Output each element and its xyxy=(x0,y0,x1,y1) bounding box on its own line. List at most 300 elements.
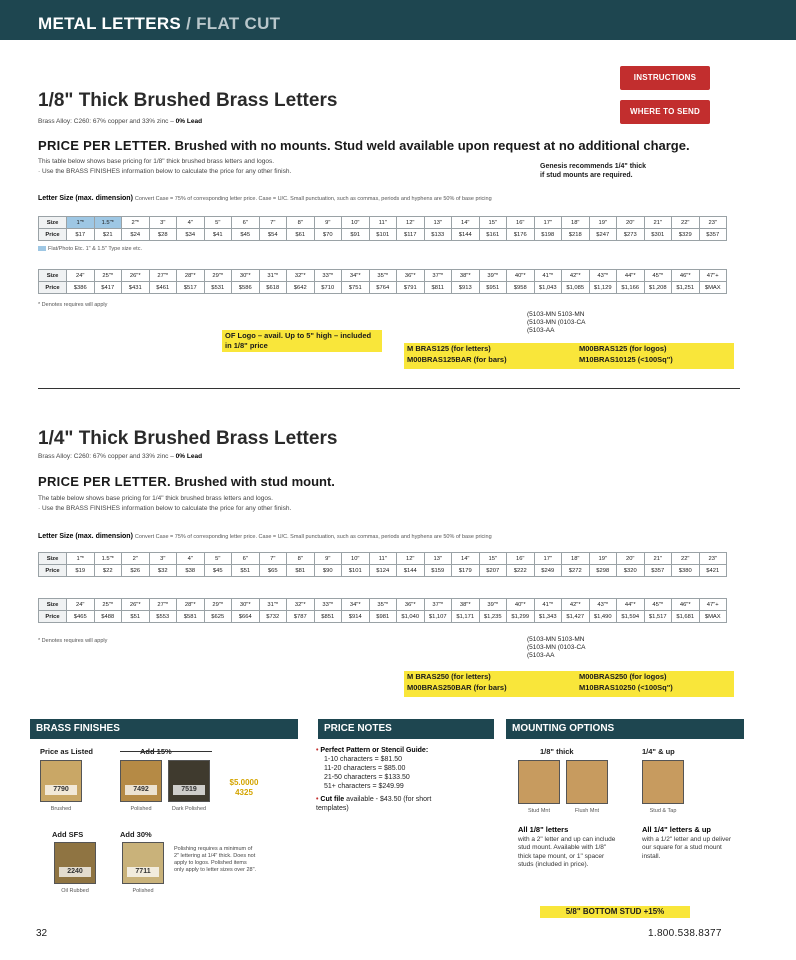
price-cell: $21 xyxy=(94,229,122,241)
section2-size-label xyxy=(38,533,492,540)
size-cell: 19" xyxy=(589,553,617,565)
size-cell: 9" xyxy=(314,553,342,565)
size-cell: 24" xyxy=(67,599,95,611)
table-row xyxy=(39,270,727,282)
size-cell: 14" xyxy=(452,553,480,565)
price-cell: $MAX xyxy=(699,611,727,623)
price-cell: $1,040 xyxy=(397,611,425,623)
finish-side-price-2: 4325 xyxy=(235,788,253,797)
price-cell: $54 xyxy=(259,229,287,241)
price-cell: $90 xyxy=(314,565,342,577)
table-row xyxy=(39,282,727,294)
price-cell: $26 xyxy=(122,565,150,577)
finish-bracket-line xyxy=(120,751,212,752)
size-cell: 5" xyxy=(204,217,232,229)
size-cell: 6" xyxy=(232,553,260,565)
price-cell: $914 xyxy=(342,611,370,623)
size-cell: 27"* xyxy=(149,599,177,611)
size-cell: 11" xyxy=(369,217,397,229)
size-cell: 29"* xyxy=(204,270,232,282)
price-cell: $1,129 xyxy=(589,282,617,294)
size-cell: 3" xyxy=(149,553,177,565)
table-row xyxy=(39,217,727,229)
price-cell: $751 xyxy=(342,282,370,294)
size-cell: 7" xyxy=(259,217,287,229)
size-cell: Size xyxy=(39,553,67,565)
price-cell: $32 xyxy=(149,565,177,577)
size-cell: 2"* xyxy=(122,217,150,229)
price-cell: $417 xyxy=(94,282,122,294)
size-cell: Size xyxy=(39,217,67,229)
size-cell: Size xyxy=(39,270,67,282)
price-cell: $791 xyxy=(397,282,425,294)
section1-codes xyxy=(527,311,586,335)
size-cell: 34"* xyxy=(342,599,370,611)
price-cell: $176 xyxy=(507,229,535,241)
section2-code-3: (5103-AA xyxy=(527,652,555,659)
section1-title: 1/8" Thick Brushed Brass Letters xyxy=(38,90,338,111)
size-cell: 17" xyxy=(534,553,562,565)
price-cell: $1,043 xyxy=(534,282,562,294)
price-cell: $421 xyxy=(699,565,727,577)
section2-footnote: * Denotes requires will apply xyxy=(38,638,108,644)
bottom-stud-note: 5/8" BOTTOM STUD +15% xyxy=(540,906,690,918)
price-cell: $1,343 xyxy=(534,611,562,623)
size-cell: 25"* xyxy=(94,599,122,611)
mount-left-body: with a 2" letter and up can include stud mount. Available with 1/8" thick tape mount, or 1" spacer studs (included in price). xyxy=(518,835,616,868)
price-cell: $329 xyxy=(672,229,700,241)
price-cell: $1,490 xyxy=(589,611,617,623)
price-cell: $958 xyxy=(507,282,535,294)
size-cell: 4" xyxy=(177,553,205,565)
mount-left-title: All 1/8" letters xyxy=(518,825,569,834)
price-cell: $19 xyxy=(67,565,95,577)
price-cell: $24 xyxy=(122,229,150,241)
size-cell: 33"* xyxy=(314,599,342,611)
finish-swatch-3[interactable] xyxy=(168,760,210,802)
price-cell: $1,681 xyxy=(672,611,700,623)
size-cell: 4" xyxy=(177,217,205,229)
price-cell: $1,594 xyxy=(617,611,645,623)
finish-side-price xyxy=(220,778,268,798)
price-cell: $625 xyxy=(204,611,232,623)
size-cell: 5" xyxy=(204,553,232,565)
size-cell: 40"* xyxy=(507,599,535,611)
section1-genesis-note xyxy=(540,162,646,180)
section2-title: 1/4" Thick Brushed Brass Letters xyxy=(38,428,338,449)
size-cell: 41"* xyxy=(534,599,562,611)
price-cell: $179 xyxy=(452,565,480,577)
section2-alloy xyxy=(38,453,202,460)
size-cell: 22" xyxy=(672,553,700,565)
size-cell: 43"* xyxy=(589,599,617,611)
size-cell: 32"* xyxy=(287,270,315,282)
section1-note2: · Use the BRASS FINISHES information below to calculate the price for any other finish. xyxy=(38,168,292,175)
instructions-button[interactable]: INSTRUCTIONS xyxy=(620,66,710,90)
price-cell: $222 xyxy=(507,565,535,577)
price-notes xyxy=(316,746,486,813)
section1-genesis-line2: if stud mounts are required. xyxy=(540,172,633,179)
section2-sku-right2: M10BRAS10250 (<100Sq") xyxy=(579,683,673,692)
price-cell: $1,299 xyxy=(507,611,535,623)
size-cell: 47"+ xyxy=(699,599,727,611)
section-divider xyxy=(38,388,740,389)
section1-sku-right2: M10BRAS10125 (<100Sq") xyxy=(579,355,673,364)
price-cell: $465 xyxy=(67,611,95,623)
finish-swatch-1-number: 7790 xyxy=(45,785,77,795)
size-cell: 36"* xyxy=(397,270,425,282)
price-cell: $45 xyxy=(204,565,232,577)
size-cell: 13" xyxy=(424,217,452,229)
price-cell: $249 xyxy=(534,565,562,577)
where-to-send-button[interactable]: WHERE TO SEND xyxy=(620,100,710,124)
size-cell: 1.5"* xyxy=(94,553,122,565)
size-cell: 19" xyxy=(589,217,617,229)
section1-alloy-prefix: Brass Alloy: C260: 67% copper and 33% zinc – xyxy=(38,118,176,125)
highlight-swatch xyxy=(38,246,46,251)
price-cell: $1,251 xyxy=(672,282,700,294)
page-header-title xyxy=(38,14,280,34)
size-cell: 18" xyxy=(562,553,590,565)
price-cell: $357 xyxy=(699,229,727,241)
finish-swatch-4[interactable] xyxy=(54,842,96,884)
size-cell: 27"* xyxy=(149,270,177,282)
section2-code-2: (5103-MN (0103-CA xyxy=(527,644,586,651)
section1-note1: This table below shows base pricing for 1/8" thick brushed brass letters and logos. xyxy=(38,158,275,165)
price-cell: $34 xyxy=(177,229,205,241)
price-note-item2-title: Cut file xyxy=(320,796,345,803)
section1-genesis-line1: Genesis recommends 1/4" thick xyxy=(540,163,647,170)
price-cell: $1,166 xyxy=(617,282,645,294)
size-cell: 42"* xyxy=(562,599,590,611)
size-cell: 11" xyxy=(369,553,397,565)
finish-swatch-2-caption: Polished xyxy=(130,806,152,812)
price-cell: $65 xyxy=(259,565,287,577)
price-cell: $1,427 xyxy=(562,611,590,623)
finish-swatch-2-number: 7492 xyxy=(125,785,157,795)
size-cell: 29"* xyxy=(204,599,232,611)
section1-alloy-lead: 0% Lead xyxy=(175,118,203,125)
mount-right-text xyxy=(642,826,737,861)
section1-logo-note: OF Logo – avail. Up to 5" high – included in 1/8" price xyxy=(222,330,382,352)
size-cell: 30"* xyxy=(232,270,260,282)
price-cell: $764 xyxy=(369,282,397,294)
mount-head-left: 1/8" thick xyxy=(540,747,574,756)
section2-sku-left2: M00BRAS250BAR (for bars) xyxy=(407,683,507,692)
section1-code-3: (5103-AA xyxy=(527,327,555,334)
size-cell: 21" xyxy=(644,553,672,565)
price-cell: $41 xyxy=(204,229,232,241)
size-cell: 12" xyxy=(397,553,425,565)
price-cell: $1,085 xyxy=(562,282,590,294)
size-cell: 14" xyxy=(452,217,480,229)
price-cell: $1,517 xyxy=(644,611,672,623)
size-cell: 15" xyxy=(479,217,507,229)
table-row xyxy=(39,553,727,565)
size-cell: 40"* xyxy=(507,270,535,282)
table-row xyxy=(39,229,727,241)
section2-price-text: Brushed with stud mount. xyxy=(174,474,335,489)
section1-footnote: * Denotes requires will apply xyxy=(38,302,108,308)
price-cell: $61 xyxy=(287,229,315,241)
mount-caption-1: Stud Mnt xyxy=(527,808,550,814)
section2-price-table-1 xyxy=(38,552,727,577)
price-note-line-1: 1-10 characters = $81.50 xyxy=(324,756,403,763)
size-cell: 23" xyxy=(699,217,727,229)
size-cell: 1"* xyxy=(67,217,95,229)
price-cell: $586 xyxy=(232,282,260,294)
header-title-sub: / FLAT CUT xyxy=(181,14,281,33)
mount-right-body: with a 1/2" letter and up deliver our square for a stud mount install. xyxy=(642,835,732,860)
price-cell: $320 xyxy=(617,565,645,577)
size-cell: 12" xyxy=(397,217,425,229)
section2-alloy-lead: 0% Lead xyxy=(175,453,203,460)
section1-tiny-note xyxy=(38,246,142,252)
price-cell: $431 xyxy=(122,282,150,294)
finish-swatch-2[interactable] xyxy=(120,760,162,802)
price-cell: $70 xyxy=(314,229,342,241)
section1-price-table-2 xyxy=(38,269,727,294)
finish-swatch-1[interactable] xyxy=(40,760,82,802)
price-cell: Price xyxy=(39,565,67,577)
finish-side-price-1: $5.0000 xyxy=(229,778,259,787)
size-cell: 46"* xyxy=(672,270,700,282)
size-cell: 17" xyxy=(534,217,562,229)
flush-mount-image xyxy=(566,760,608,804)
section2-price-label: PRICE PER LETTER. xyxy=(38,474,171,489)
size-cell: 31"* xyxy=(259,599,287,611)
price-cell: $1,208 xyxy=(644,282,672,294)
mount-head-right: 1/4" & up xyxy=(642,747,675,756)
section2-note2: · Use the BRASS FINISHES information below to calculate the price for any other finish. xyxy=(38,505,292,512)
price-cell: $553 xyxy=(149,611,177,623)
finish-note: Polishing requires a minimum of 2" lettering at 1/4" thick. Does not apply to logos. Polished items only apply to letter sizes over 28". xyxy=(174,846,257,873)
size-cell: 20" xyxy=(617,217,645,229)
size-cell: Size xyxy=(39,599,67,611)
finish-swatch-3-caption: Dark Polished xyxy=(171,806,207,812)
price-cell: $298 xyxy=(589,565,617,577)
table-row xyxy=(39,565,727,577)
size-cell: 42"* xyxy=(562,270,590,282)
size-cell: 37"* xyxy=(424,270,452,282)
size-cell: 1.5"* xyxy=(94,217,122,229)
section2-price-table-2 xyxy=(38,598,727,623)
size-cell: 2" xyxy=(122,553,150,565)
size-cell: 30"* xyxy=(232,599,260,611)
price-cell: $144 xyxy=(452,229,480,241)
price-note-item2: • Cut file available - $43.50 (for short templates) xyxy=(316,796,432,812)
size-cell: 21" xyxy=(644,217,672,229)
section1-code-1: (5103-MN 5103-MN xyxy=(527,311,585,318)
finish-swatch-3-number: 7519 xyxy=(173,785,205,795)
price-note-item2-text: available - $43.50 (for short templates) xyxy=(316,796,432,812)
section2-code-1: (5103-MN 5103-MN xyxy=(527,636,585,643)
stud-tap-image xyxy=(642,760,684,804)
finish-swatch-1-caption: Brushed xyxy=(50,806,72,812)
price-cell: $1,171 xyxy=(452,611,480,623)
price-cell: $1,235 xyxy=(479,611,507,623)
size-cell: 18" xyxy=(562,217,590,229)
price-cell: $17 xyxy=(67,229,95,241)
size-cell: 20" xyxy=(617,553,645,565)
price-cell: $133 xyxy=(424,229,452,241)
section1-sku-right1: M00BRAS125 (for logos) xyxy=(579,344,667,353)
price-cell: $357 xyxy=(644,565,672,577)
size-cell: 24" xyxy=(67,270,95,282)
section1-price-table-1 xyxy=(38,216,727,241)
size-cell: 8" xyxy=(287,553,315,565)
size-cell: 37"* xyxy=(424,599,452,611)
price-cell: $124 xyxy=(369,565,397,577)
price-cell: $28 xyxy=(149,229,177,241)
section2-sku-box xyxy=(404,671,734,697)
price-cell: $531 xyxy=(204,282,232,294)
price-cell: $22 xyxy=(94,565,122,577)
finish-swatch-5-caption: Polished xyxy=(132,888,154,894)
price-cell: $732 xyxy=(259,611,287,623)
price-cell: $380 xyxy=(672,565,700,577)
price-cell: $517 xyxy=(177,282,205,294)
price-note-item1: • Perfect Pattern or Stencil Guide: xyxy=(316,747,429,754)
price-cell: $488 xyxy=(94,611,122,623)
section1-tiny-note-text: Flat/Photo Etc. 1" & 1.5" Type size etc. xyxy=(48,246,142,252)
phone-number: 1.800.538.8377 xyxy=(648,928,722,939)
price-cell: $851 xyxy=(314,611,342,623)
finish-add-sfs: Add SFS xyxy=(52,830,84,839)
price-cell: $218 xyxy=(562,229,590,241)
finish-swatch-5[interactable] xyxy=(122,842,164,884)
size-cell: 31"* xyxy=(259,270,287,282)
price-cell: $38 xyxy=(177,565,205,577)
size-cell: 39"* xyxy=(479,599,507,611)
price-cell: $301 xyxy=(644,229,672,241)
size-cell: 28"* xyxy=(177,270,205,282)
section2-note1: The table below shows base pricing for 1/4" thick brushed brass letters and logos. xyxy=(38,495,273,502)
section2-size-note: Convert Case = 75% of corresponding letter price. Case = U/C. Small punctuation, such as commas, periods and hyphens are 50% of base pricing xyxy=(134,534,492,540)
mount-caption-3: Stud & Tap xyxy=(649,808,677,814)
section1-size-label xyxy=(38,195,492,202)
table-row xyxy=(39,611,727,623)
size-cell: 3" xyxy=(149,217,177,229)
price-cell: $91 xyxy=(342,229,370,241)
section2-sku-left1: M BRAS250 (for letters) xyxy=(407,672,491,681)
finish-swatch-5-number: 7711 xyxy=(127,867,159,877)
price-cell: Price xyxy=(39,611,67,623)
mount-left-text xyxy=(518,826,618,870)
section2-sku-right1: M00BRAS250 (for logos) xyxy=(579,672,667,681)
section1-price-text: Brushed with no mounts. Stud weld available upon request at no additional charge. xyxy=(174,138,690,153)
section2-price-heading xyxy=(38,474,335,489)
page-number: 32 xyxy=(36,928,48,939)
size-cell: 45"* xyxy=(644,270,672,282)
price-cell: $581 xyxy=(177,611,205,623)
section1-size-label-text: Letter Size (max. dimension) xyxy=(38,195,133,202)
size-cell: 22" xyxy=(672,217,700,229)
price-cell: Price xyxy=(39,282,67,294)
price-cell: Price xyxy=(39,229,67,241)
size-cell: 13" xyxy=(424,553,452,565)
size-cell: 46"* xyxy=(672,599,700,611)
size-cell: 38"* xyxy=(452,599,480,611)
price-cell: $811 xyxy=(424,282,452,294)
price-cell: $207 xyxy=(479,565,507,577)
finish-swatch-4-number: 2240 xyxy=(59,867,91,877)
price-note-item1-title: Perfect Pattern or Stencil Guide: xyxy=(320,747,429,754)
price-cell: $MAX xyxy=(699,282,727,294)
mounting-options-bar: MOUNTING OPTIONS xyxy=(506,719,744,739)
size-cell: 26"* xyxy=(122,270,150,282)
price-cell: $159 xyxy=(424,565,452,577)
price-cell: $247 xyxy=(589,229,617,241)
price-cell: $101 xyxy=(369,229,397,241)
price-cell: $618 xyxy=(259,282,287,294)
size-cell: 35"* xyxy=(369,270,397,282)
section1-notes xyxy=(38,157,291,177)
size-cell: 8" xyxy=(287,217,315,229)
price-note-line-4: 51+ characters = $249.99 xyxy=(324,783,404,790)
section2-alloy-prefix: Brass Alloy: C260: 67% copper and 33% zinc – xyxy=(38,453,176,460)
price-cell: $272 xyxy=(562,565,590,577)
price-cell: $461 xyxy=(149,282,177,294)
size-cell: 10" xyxy=(342,553,370,565)
size-cell: 44"* xyxy=(617,270,645,282)
size-cell: 23" xyxy=(699,553,727,565)
price-cell: $787 xyxy=(287,611,315,623)
price-cell: $117 xyxy=(397,229,425,241)
price-cell: $161 xyxy=(479,229,507,241)
table-row xyxy=(39,599,727,611)
size-cell: 36"* xyxy=(397,599,425,611)
size-cell: 41"* xyxy=(534,270,562,282)
price-cell: $951 xyxy=(479,282,507,294)
size-cell: 45"* xyxy=(644,599,672,611)
size-cell: 1"* xyxy=(67,553,95,565)
section1-price-label: PRICE PER LETTER. xyxy=(38,138,171,153)
price-cell: $710 xyxy=(314,282,342,294)
size-cell: 25"* xyxy=(94,270,122,282)
section2-codes xyxy=(527,636,586,660)
price-cell: $913 xyxy=(452,282,480,294)
price-notes-bar: PRICE NOTES xyxy=(318,719,494,739)
price-note-line-3: 21-50 characters = $133.50 xyxy=(324,774,410,781)
price-cell: $45 xyxy=(232,229,260,241)
size-cell: 33"* xyxy=(314,270,342,282)
price-cell: $1,107 xyxy=(424,611,452,623)
size-cell: 32"* xyxy=(287,599,315,611)
price-cell: $273 xyxy=(617,229,645,241)
size-cell: 39"* xyxy=(479,270,507,282)
header-title-main: METAL LETTERS xyxy=(38,14,182,33)
size-cell: 38"* xyxy=(452,270,480,282)
price-cell: $51 xyxy=(122,611,150,623)
page-header-bar xyxy=(0,0,796,40)
section1-price-heading xyxy=(38,138,690,153)
section1-size-note: Convert Case = 75% of corresponding letter price. Case = U/C. Small punctuation, such as commas, periods and hyphens are 50% of base pricing xyxy=(134,196,492,202)
brass-finishes-bar: BRASS FINISHES xyxy=(30,719,298,739)
size-cell: 34"* xyxy=(342,270,370,282)
section1-sku-box xyxy=(404,343,734,369)
section1-alloy xyxy=(38,118,202,125)
price-cell: $198 xyxy=(534,229,562,241)
size-cell: 9" xyxy=(314,217,342,229)
price-cell: $101 xyxy=(342,565,370,577)
size-cell: 28"* xyxy=(177,599,205,611)
mount-right-title: All 1/4" letters & up xyxy=(642,825,711,834)
section1-code-2: (5103-MN (0103-CA xyxy=(527,319,586,326)
size-cell: 26"* xyxy=(122,599,150,611)
size-cell: 10" xyxy=(342,217,370,229)
price-cell: $144 xyxy=(397,565,425,577)
